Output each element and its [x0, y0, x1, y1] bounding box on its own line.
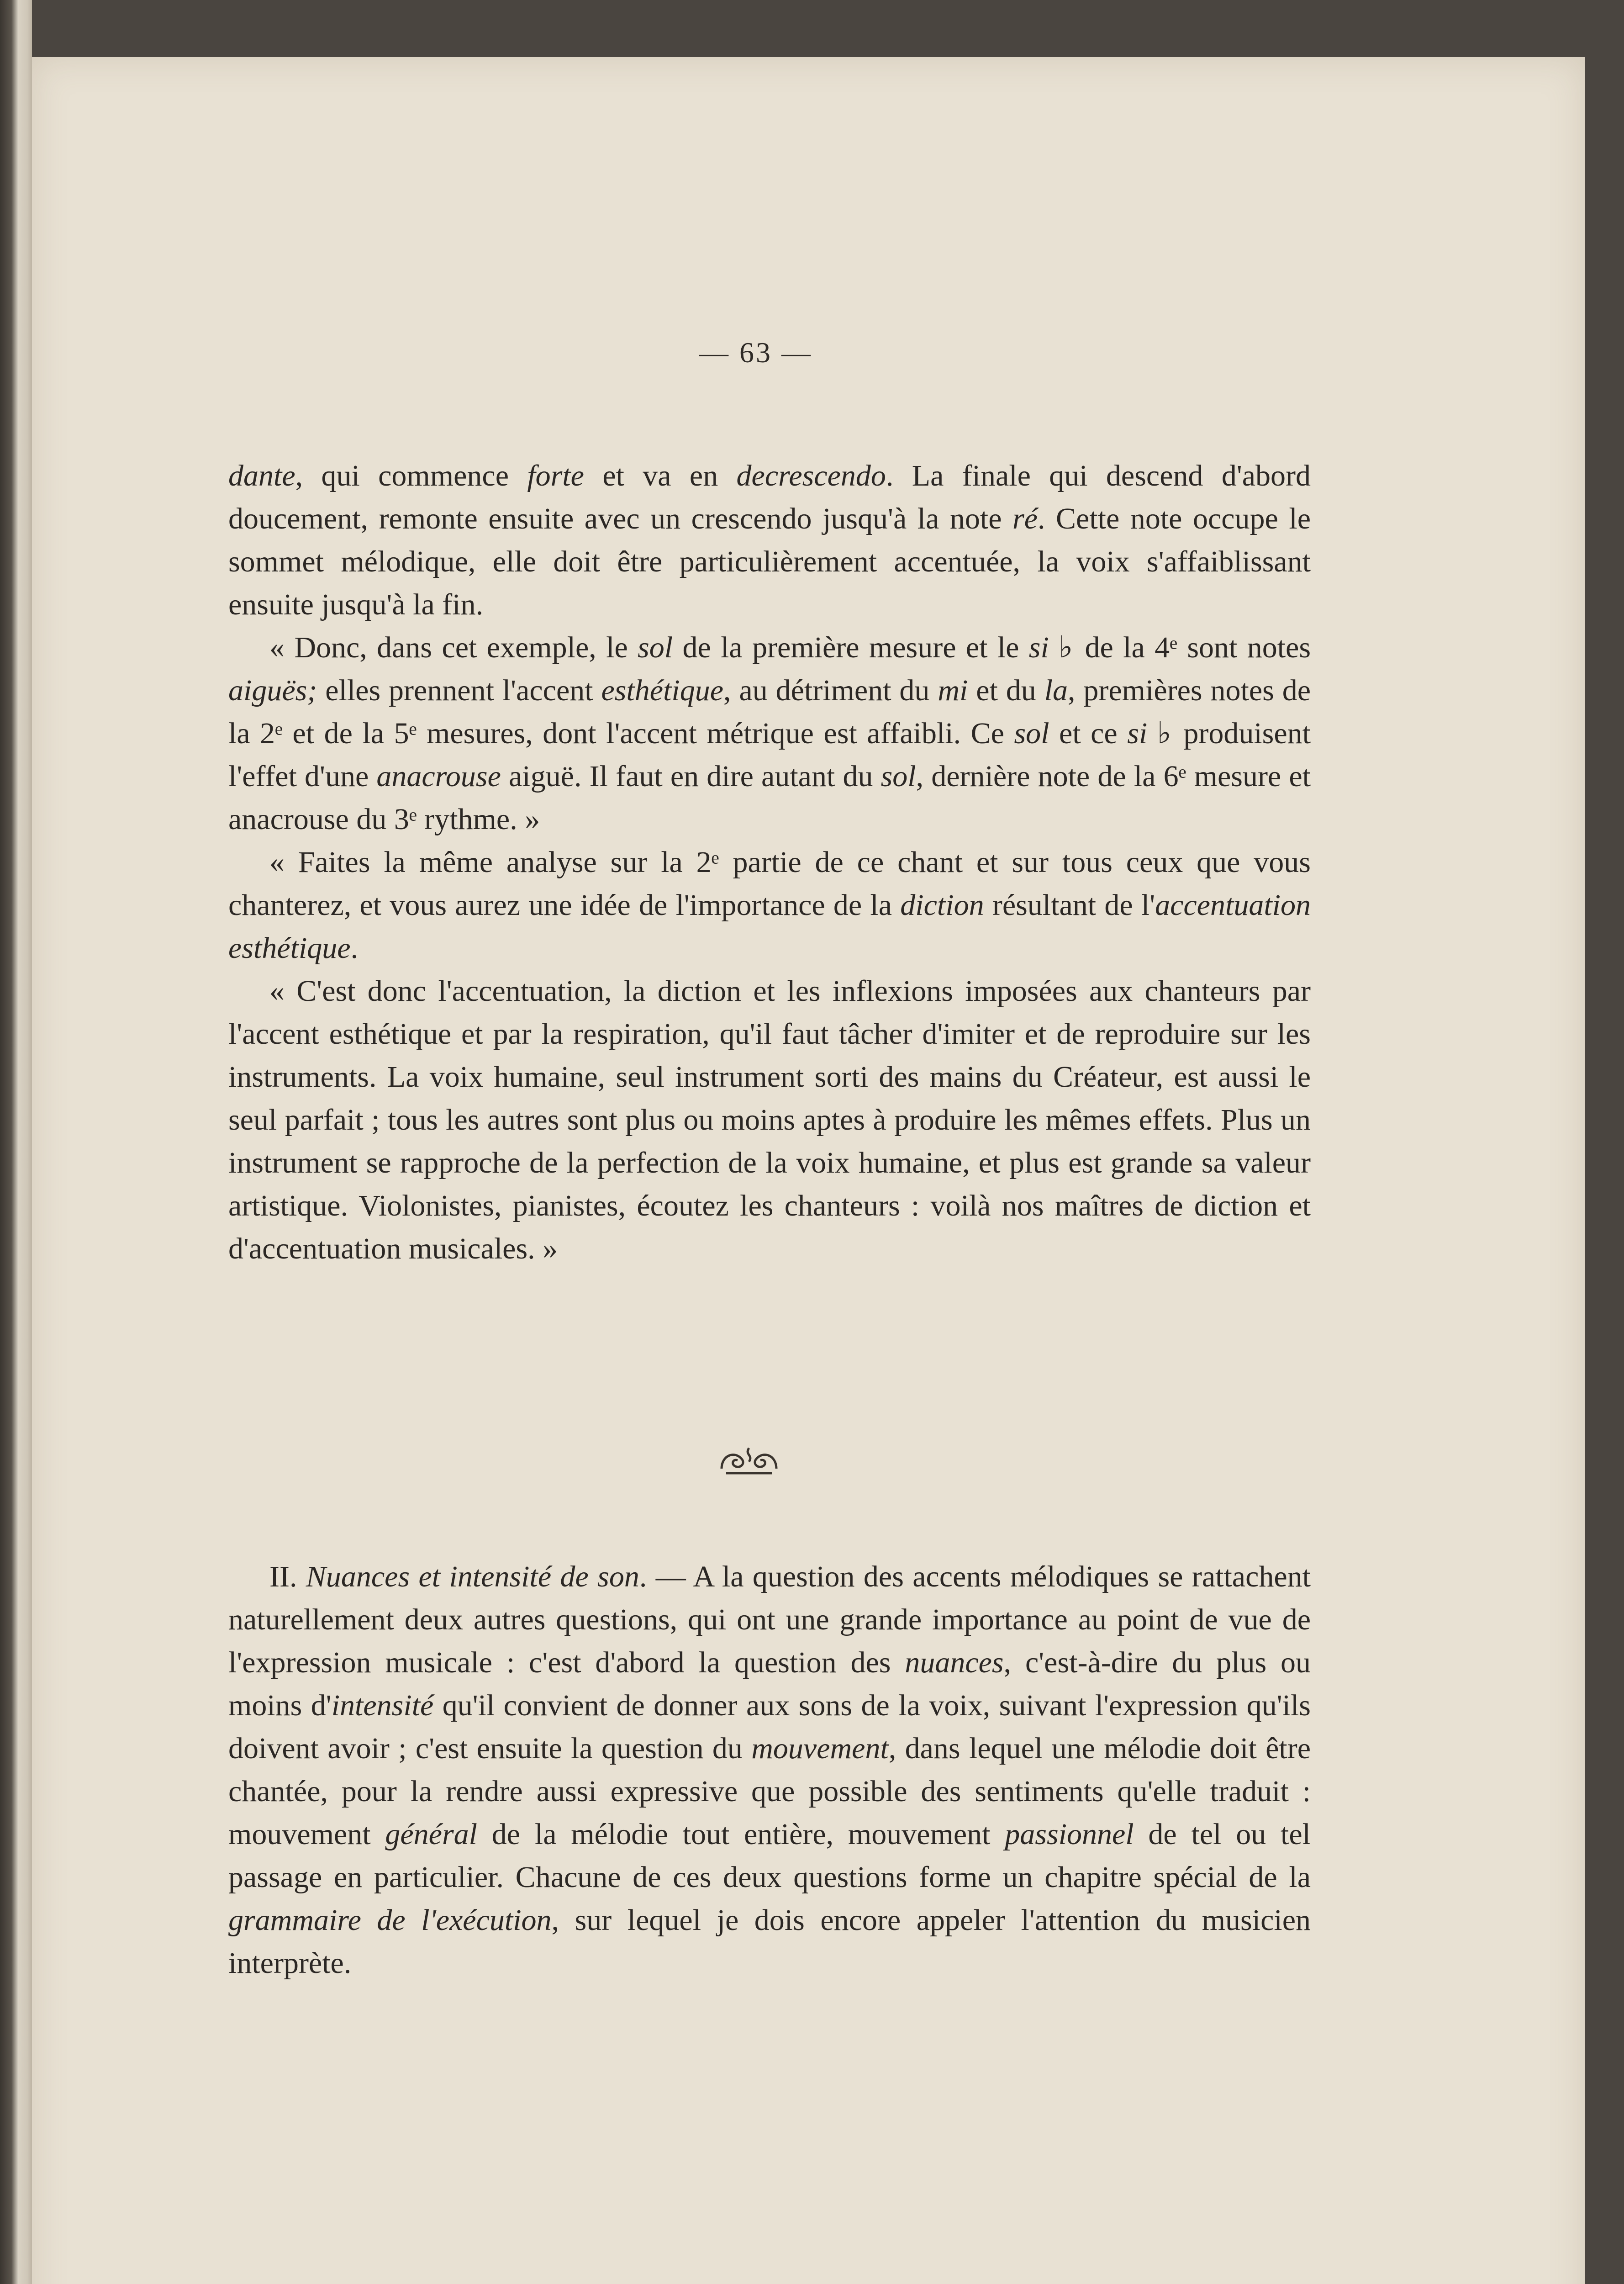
italic-run: passionnel: [1005, 1818, 1134, 1851]
paragraph: [228, 841, 1311, 970]
italic-run: esthétique: [601, 674, 724, 707]
text-run: ♭ produisent l'effet d'une: [228, 717, 1311, 793]
italic-run: si: [1028, 631, 1049, 664]
book-page: [32, 57, 1585, 2284]
text-run: « C'est donc l'accentuation, la diction et les inflexions imposées aux chanteurs par l'accent esthétique et par la respiration, qu'il faut tâcher d'imiter et de reproduire sur les instruments. La voix humaine, seul instrument sorti des mains du Créateur, est aussi le seul parfait ; tous les autres sont plus ou moins aptes à produire les mêmes effets. Plus un instrument se rapproche de la perfection de la voix humaine, et plus est grande sa valeur artistique. Violonistes, pianistes, écoutez les chanteurs : voilà nos maîtres de diction et d'accentuation musicales. »: [228, 974, 1311, 1265]
text-run: elles prennent l'accent: [317, 674, 601, 707]
italic-run: accentuation esthétique: [228, 888, 1311, 965]
text-run: de la première mesure et le: [673, 631, 1029, 664]
text-run: et va en: [584, 459, 737, 492]
italic-run: grammaire de l'exécution: [228, 1903, 552, 1937]
text-run: et ce: [1049, 717, 1128, 750]
text-run: de tel ou tel passage en particulier. Chacune de ces deux questions forme un chapitre spécial de la: [228, 1818, 1311, 1894]
paragraph-section-ii: [228, 1555, 1311, 1985]
text-block-lower: [228, 1555, 1311, 1985]
text-run: II.: [269, 1560, 306, 1593]
paragraph: [228, 626, 1311, 841]
text-run: , c'est-à-dire du plus ou moins d': [228, 1646, 1311, 1722]
italic-run: nuances: [905, 1646, 1004, 1679]
italic-run: sol: [638, 631, 673, 664]
text-run: de la mélodie tout entière, mouvement: [477, 1818, 1005, 1851]
italic-run: Nuances et intensité de son: [306, 1560, 639, 1593]
italic-run: sol: [881, 760, 916, 793]
italic-run: aiguës;: [228, 674, 317, 707]
text-run: . La finale qui descend d'abord doucement, remonte ensuite avec un crescendo jusqu'à la note: [228, 459, 1311, 535]
text-run: . Cette note occupe le sommet mélodique, elle doit être particulièrement accentuée, la voix s'affaiblissant ensuite jusqu'à la fin.: [228, 502, 1311, 621]
paragraph: [228, 455, 1311, 626]
italic-run: decrescendo: [736, 459, 886, 492]
text-run: et du: [968, 674, 1044, 707]
text-run: qu'il convient de donner aux sons de la voix, suivant l'expression qu'ils doivent avoir ; c'est ensuite la question du: [228, 1689, 1311, 1765]
text-run: , sur lequel je dois encore appeler l'attention du musicien interprète.: [228, 1903, 1311, 1980]
scan-binding-edge: [0, 0, 32, 2284]
italic-run: général: [385, 1818, 477, 1851]
text-run: , qui commence: [295, 459, 527, 492]
italic-run: ré: [1012, 502, 1038, 535]
text-run: , au détriment du: [723, 674, 938, 707]
italic-run: forte: [527, 459, 584, 492]
text-run: . — A la question des accents mélodiques se rattachent naturellement deux autres questions, qui ont une grande importance au point de vue de l'expression musicale : c'est d'abord la question des: [228, 1560, 1311, 1679]
italic-run: mi: [938, 674, 968, 707]
text-run: , premières notes de la 2ᵉ et de la 5ᵉ mesures, dont l'accent métrique est affaibli. Ce: [228, 674, 1311, 750]
italic-run: dante: [228, 459, 295, 492]
fleuron-ornament-icon: [717, 1441, 781, 1478]
text-run: ♭ de la 4ᵉ sont notes: [1049, 631, 1311, 664]
page-number: — 63 —: [699, 336, 812, 369]
text-run: résultant de l': [984, 888, 1155, 922]
text-run: , dans lequel une mélodie doit être chantée, pour la rendre aussi expressive que possible des sentiments qu'elle traduit : mouvement: [228, 1732, 1311, 1851]
text-run: « Donc, dans cet exemple, le: [269, 631, 638, 664]
italic-run: si: [1127, 717, 1148, 750]
italic-run: intensité: [331, 1689, 434, 1722]
italic-run: sol: [1014, 717, 1049, 750]
text-run: .: [350, 931, 359, 965]
text-run: , dernière note de la 6ᵉ mesure et anacrouse du 3ᵉ rythme. »: [228, 760, 1311, 836]
italic-run: la: [1044, 674, 1068, 707]
italic-run: mouvement: [751, 1732, 889, 1765]
text-run: aiguë. Il faut en dire autant du: [501, 760, 881, 793]
italic-run: anacrouse: [376, 760, 501, 793]
text-run: « Faites la même analyse sur la 2ᵉ partie de ce chant et sur tous ceux que vous chanterez, et vous aurez une idée de l'importance de la: [228, 846, 1311, 922]
italic-run: diction: [900, 888, 984, 922]
text-block-upper: [228, 455, 1311, 1270]
paragraph: [228, 970, 1311, 1270]
